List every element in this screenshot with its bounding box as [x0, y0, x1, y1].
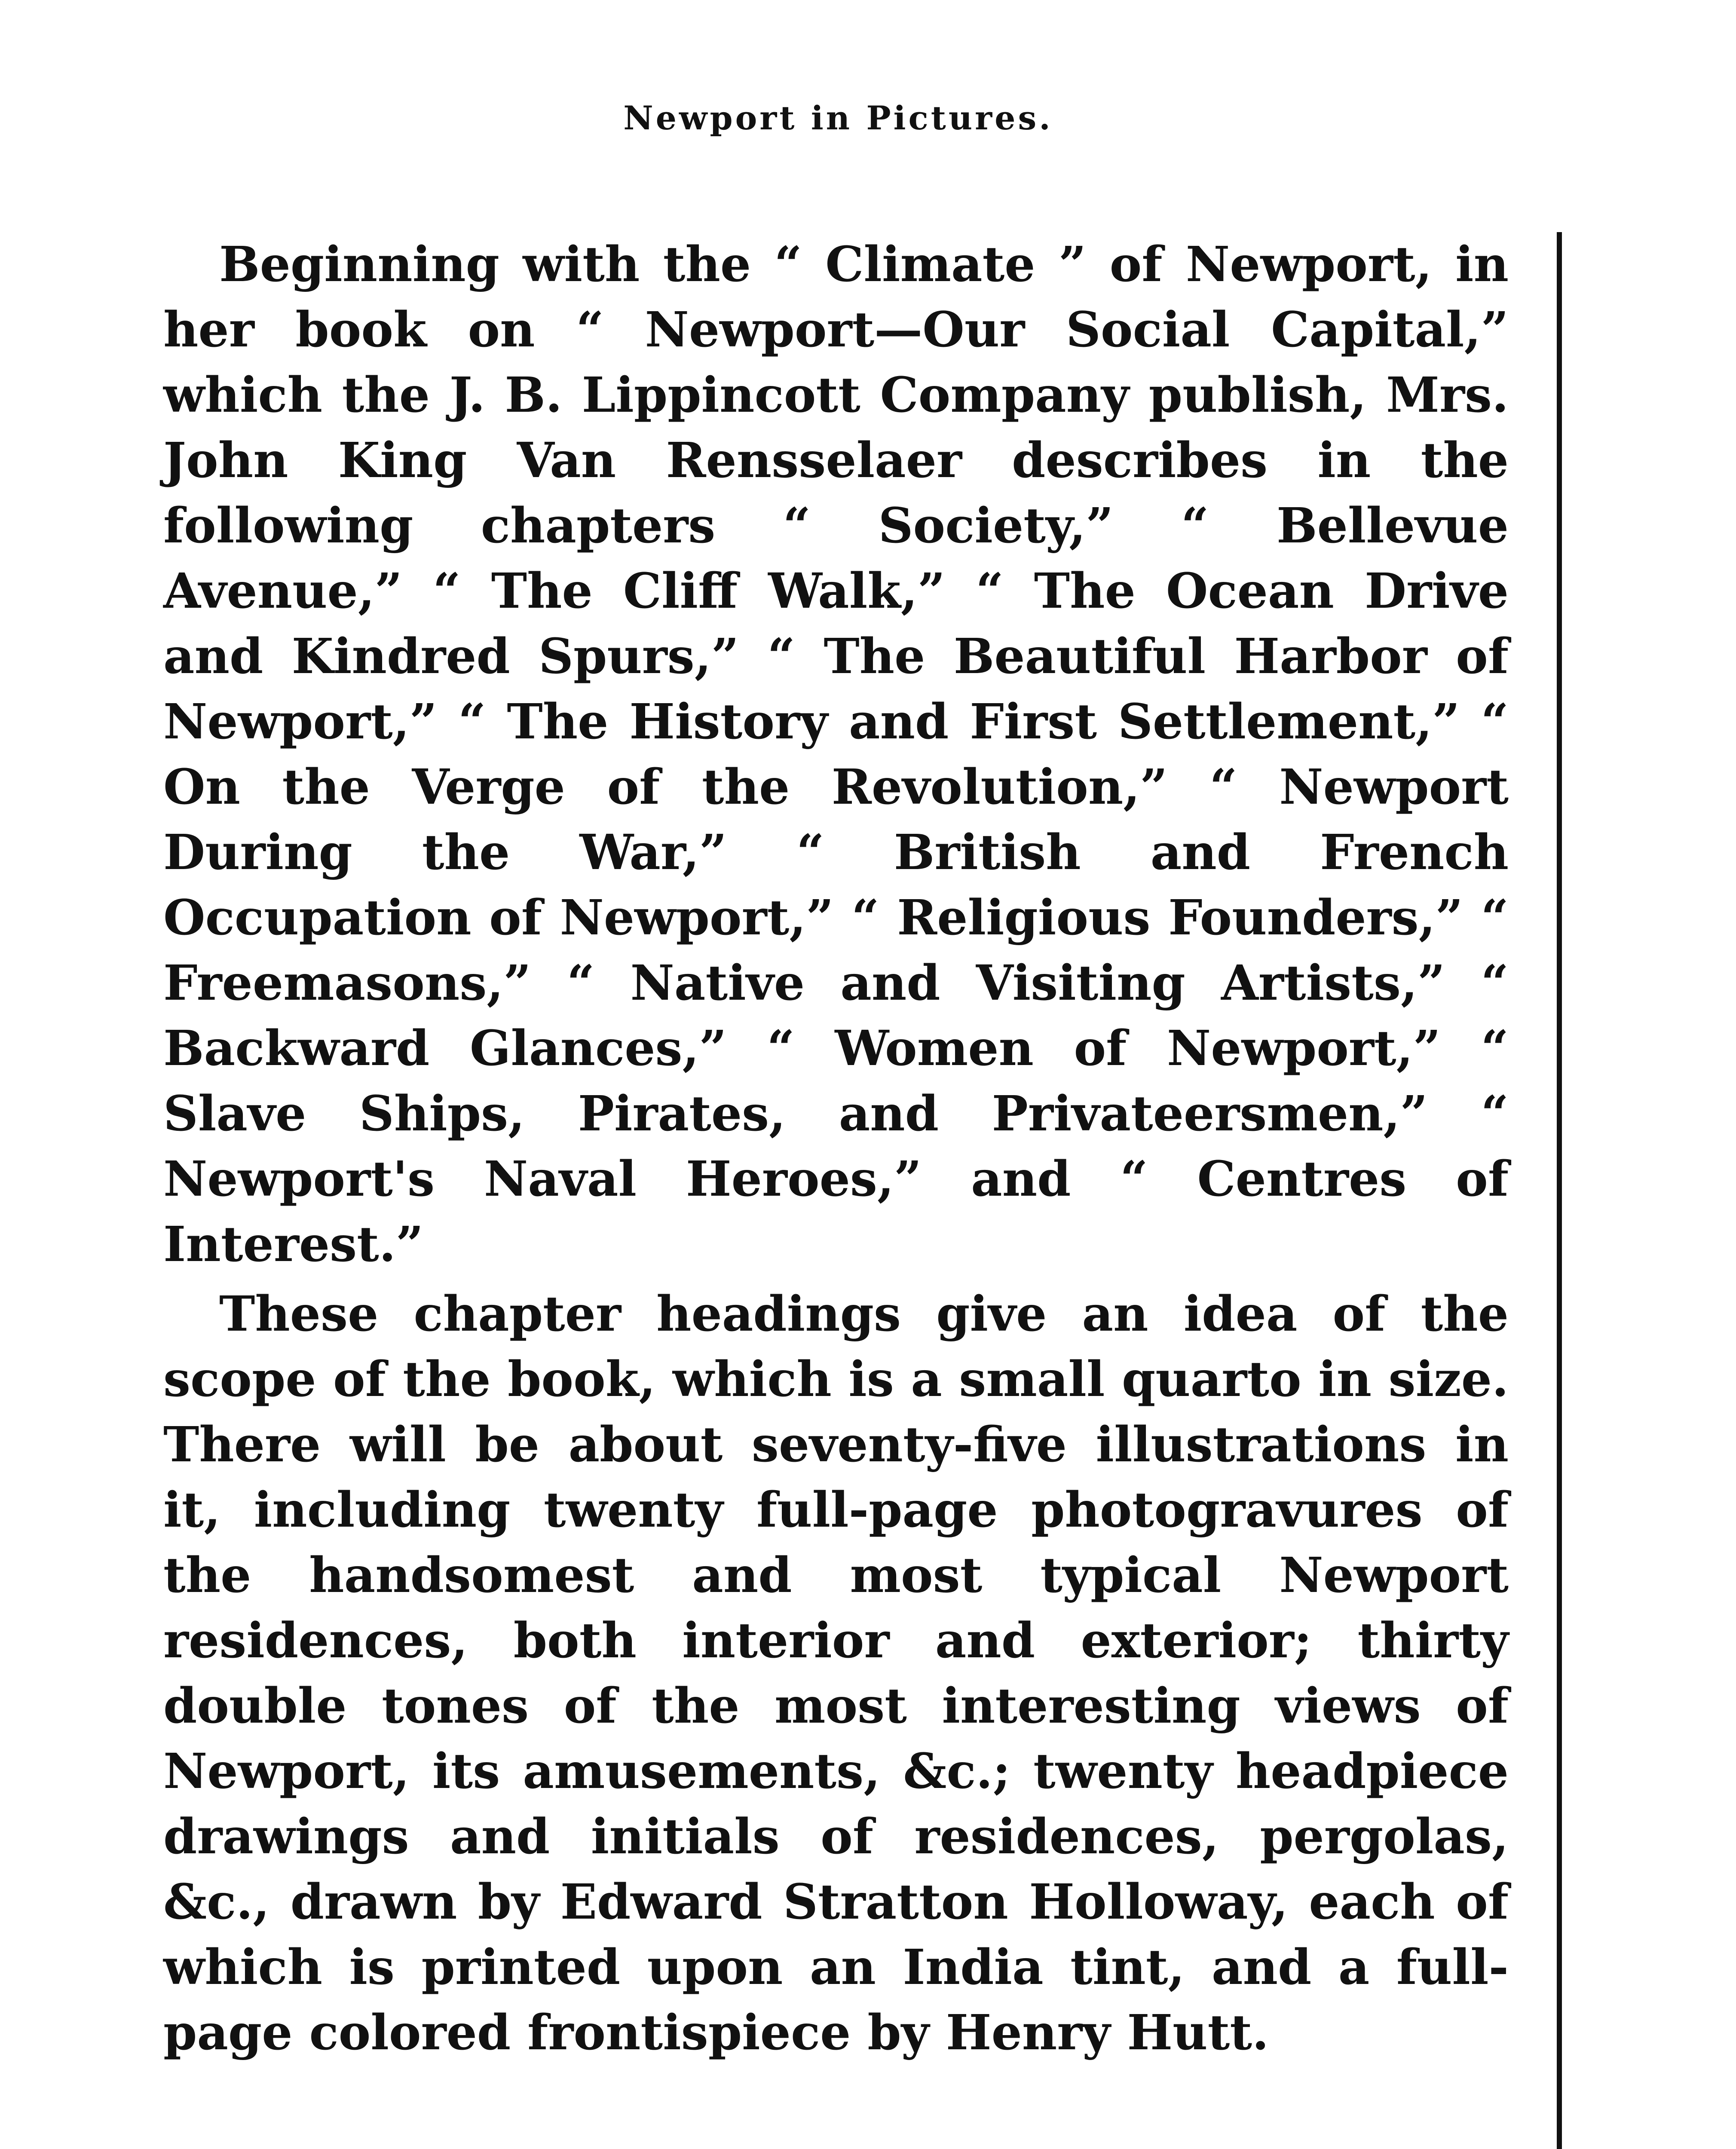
article-body [163, 232, 1509, 2066]
article-paragraph-1: Beginning with the “ Climate ” of Newport, in her book on “ Newport—Our Social Capital,” which the J. B. Lippincott Company publish, Mrs. John King Van Rensselaer describes in the following chapters “ Society,” “ Bellevue Avenue,” “ The Cliff Walk,” “ The Ocean Drive and Kindred Spurs,” “ The Beautiful Harbor of Newport,” “ The History and First Settlement,” “ On the Verge of the Revolution,” “ Newport During the War,” “ British and French Occupation of Newport,” “ Religious Founders,” “ Freemasons,” “ Native and Visiting Artists,” “ Backward Glances,” “ Women of Newport,” “ Slave Ships, Pirates, and Privateersmen,” “ Newport's Naval Heroes,” and “ Centres of Interest.” [163, 236, 1509, 1273]
article-headline: Newport in Pictures. [623, 99, 1053, 137]
column-rule [1557, 232, 1562, 2149]
article-paragraph-2: These chapter headings give an idea of the scope of the book, which is a small quarto in size. There will be about seventy-five illustrations in it, including twenty full-page photogravures of the handsomest and most typical Newport residences, both interior and exterior; thirty double tones of the most interesting views of Newport, its amusements, &c.; twenty headpiece drawings and initials of residences, pergolas, &c., drawn by Edward Stratton Holloway, each of which is printed upon an India tint, and a full-page colored frontispiece by Henry Hutt. [163, 1286, 1509, 2061]
